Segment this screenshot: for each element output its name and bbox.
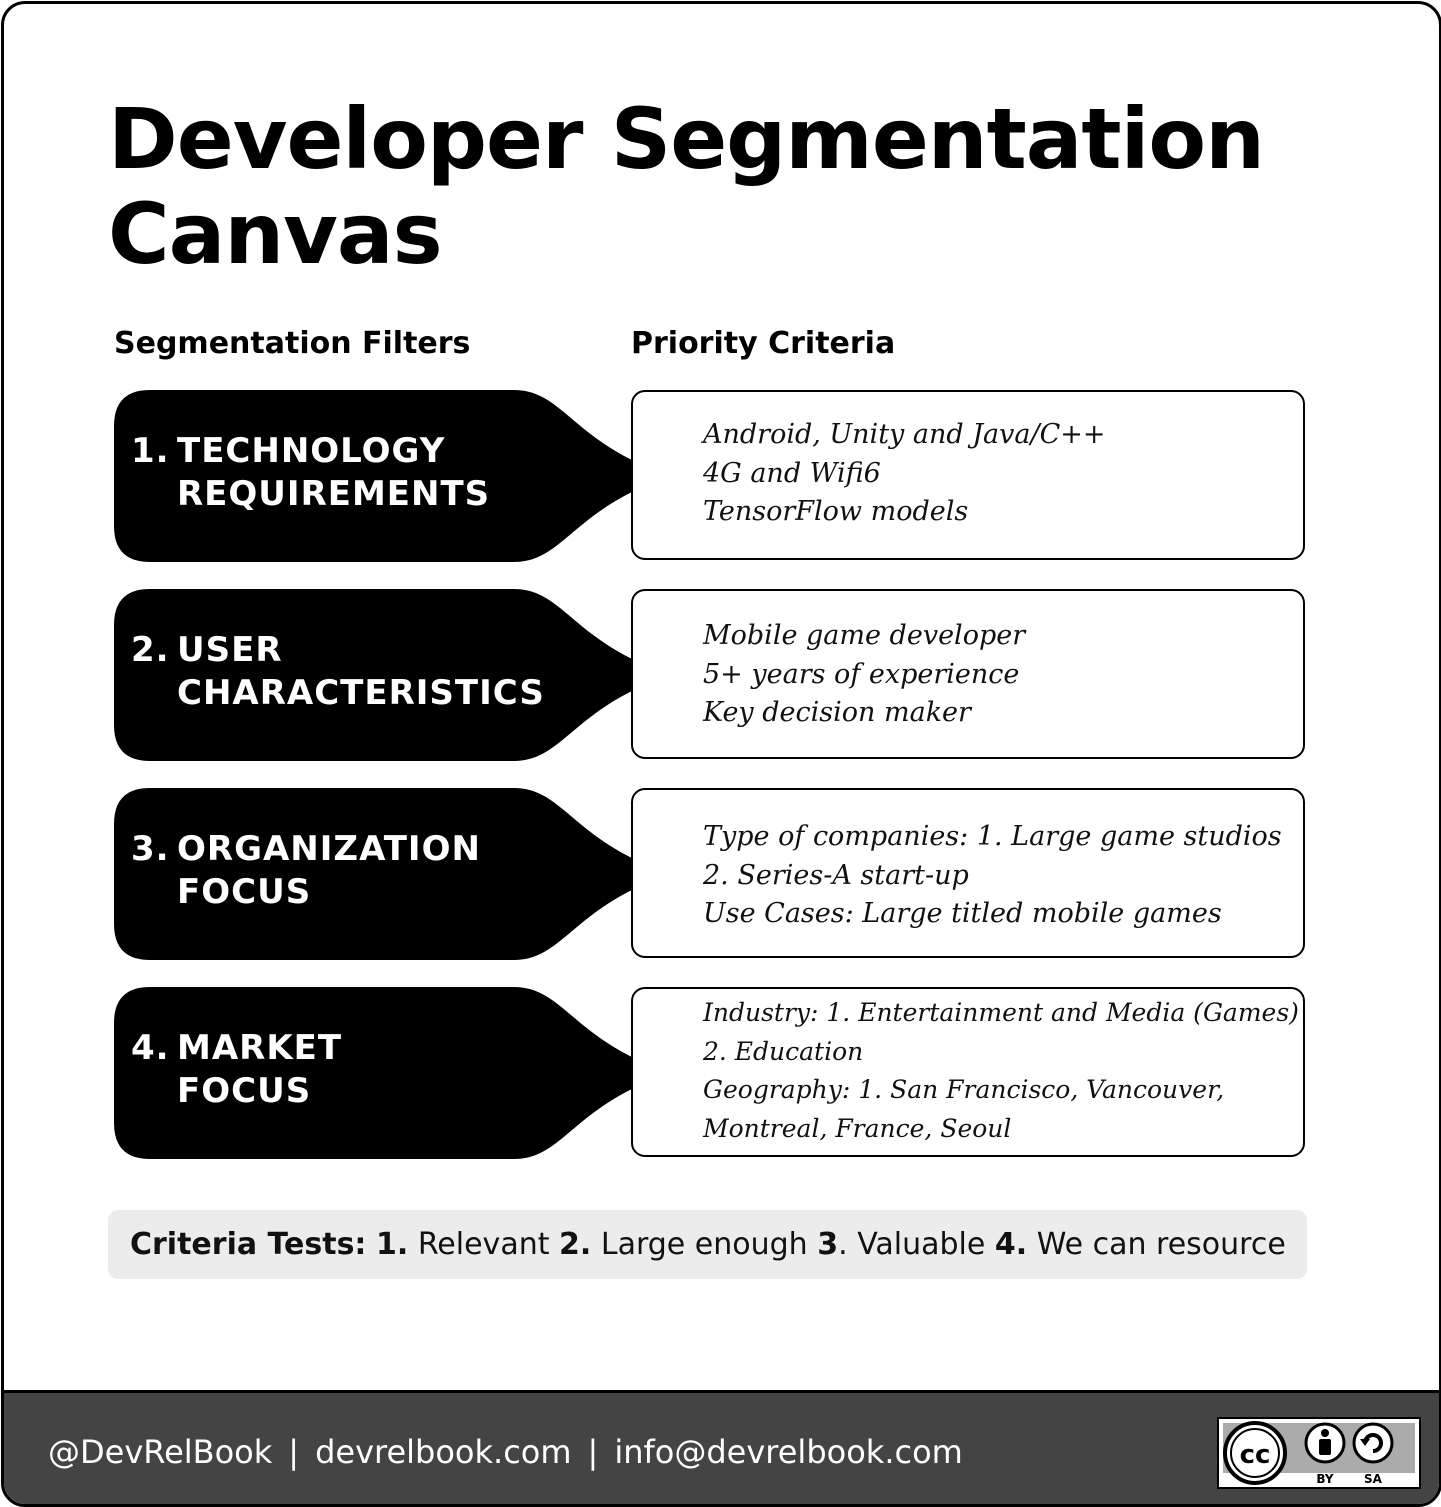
filter-title-line-2: REQUIREMENTS — [177, 474, 491, 514]
attribution-person-icon — [1306, 1424, 1344, 1462]
filter-label-user — [131, 629, 545, 715]
criteria-line: Android, Unity and Java/C++ — [703, 419, 1106, 450]
website-link[interactable]: devrelbook.com — [315, 1433, 572, 1471]
footer-contacts — [48, 1433, 963, 1471]
criteria-tests-bar — [108, 1210, 1307, 1279]
license-by-label: BY — [1316, 1472, 1334, 1486]
creative-commons-icon — [1225, 1423, 1285, 1483]
segmentation-row-1 — [4, 390, 1441, 564]
test-number: 3 — [817, 1227, 839, 1262]
filter-title-line-1: ORGANIZATION — [177, 829, 481, 869]
criteria-box — [631, 589, 1305, 759]
filter-number: 4. — [131, 1028, 170, 1068]
filter-label-organization — [131, 828, 481, 914]
criteria-line: Key decision maker — [703, 697, 971, 728]
filter-title-line-1: TECHNOLOGY — [177, 431, 446, 471]
filter-title-line-1: USER — [177, 630, 283, 670]
footer-bar — [4, 1390, 1441, 1507]
license-sa-label: SA — [1364, 1472, 1382, 1486]
test-number: 4. — [994, 1227, 1028, 1262]
criteria-line: Montreal, France, Seoul — [703, 1113, 1012, 1143]
criteria-line: Industry: 1. Entertainment and Media (Games) — [703, 998, 1299, 1027]
email-link[interactable]: info@devrelbook.com — [614, 1433, 963, 1471]
criteria-line: 2. Education — [703, 1036, 864, 1066]
criteria-line: 5+ years of experience — [703, 658, 1020, 690]
criteria-line: 2. Series-A start-up — [703, 859, 969, 891]
footer-separator: | — [587, 1433, 599, 1471]
page-title — [108, 92, 1308, 282]
criteria-box — [631, 987, 1305, 1157]
filter-label-technology — [131, 430, 490, 516]
criteria-line: Use Cases: Large titled mobile games — [703, 898, 1222, 929]
criteria-tests-label: Criteria Tests: — [130, 1227, 367, 1262]
filter-number: 3. — [131, 829, 170, 869]
criteria-box — [631, 788, 1305, 958]
svg-text:cc: cc — [1239, 1440, 1271, 1470]
segmentation-row-2 — [4, 589, 1441, 763]
test-number: 2. — [559, 1227, 592, 1262]
criteria-column-header: Priority Criteria — [631, 326, 896, 361]
test-text: Relevant — [417, 1227, 550, 1262]
segmentation-row-3 — [4, 788, 1441, 962]
filter-label-market — [131, 1027, 342, 1113]
filter-title-line-1: MARKET — [177, 1028, 343, 1068]
filter-title-line-2: FOCUS — [177, 1071, 312, 1111]
filter-number: 2. — [131, 630, 170, 670]
criteria-line: 4G and Wifi6 — [703, 457, 881, 489]
filter-title-line-2: CHARACTERISTICS — [177, 673, 545, 713]
criteria-line: Mobile game developer — [703, 620, 1026, 651]
canvas-frame — [1, 1, 1441, 1507]
filter-title-line-2: FOCUS — [177, 872, 312, 912]
twitter-handle-link[interactable]: @DevRelBook — [48, 1433, 273, 1471]
title-line-1: Developer Segmentation — [108, 90, 1264, 188]
criteria-line: Type of companies: 1. Large game studios — [703, 821, 1282, 852]
filters-column-header: Segmentation Filters — [114, 326, 471, 361]
test-text: . Valuable — [838, 1227, 986, 1262]
share-alike-icon — [1354, 1424, 1392, 1462]
criteria-box — [631, 390, 1305, 560]
test-text: Large enough — [600, 1227, 808, 1262]
title-line-2: Canvas — [108, 185, 442, 283]
segmentation-row-4 — [4, 987, 1441, 1161]
filter-number: 1. — [131, 431, 170, 471]
test-text: We can resource — [1036, 1227, 1286, 1262]
criteria-line: Geography: 1. San Francisco, Vancouver, — [703, 1075, 1225, 1104]
cc-by-sa-license-badge — [1217, 1417, 1421, 1489]
footer-separator: | — [288, 1433, 300, 1471]
criteria-line: TensorFlow models — [703, 496, 969, 527]
test-number: 1. — [375, 1227, 409, 1262]
